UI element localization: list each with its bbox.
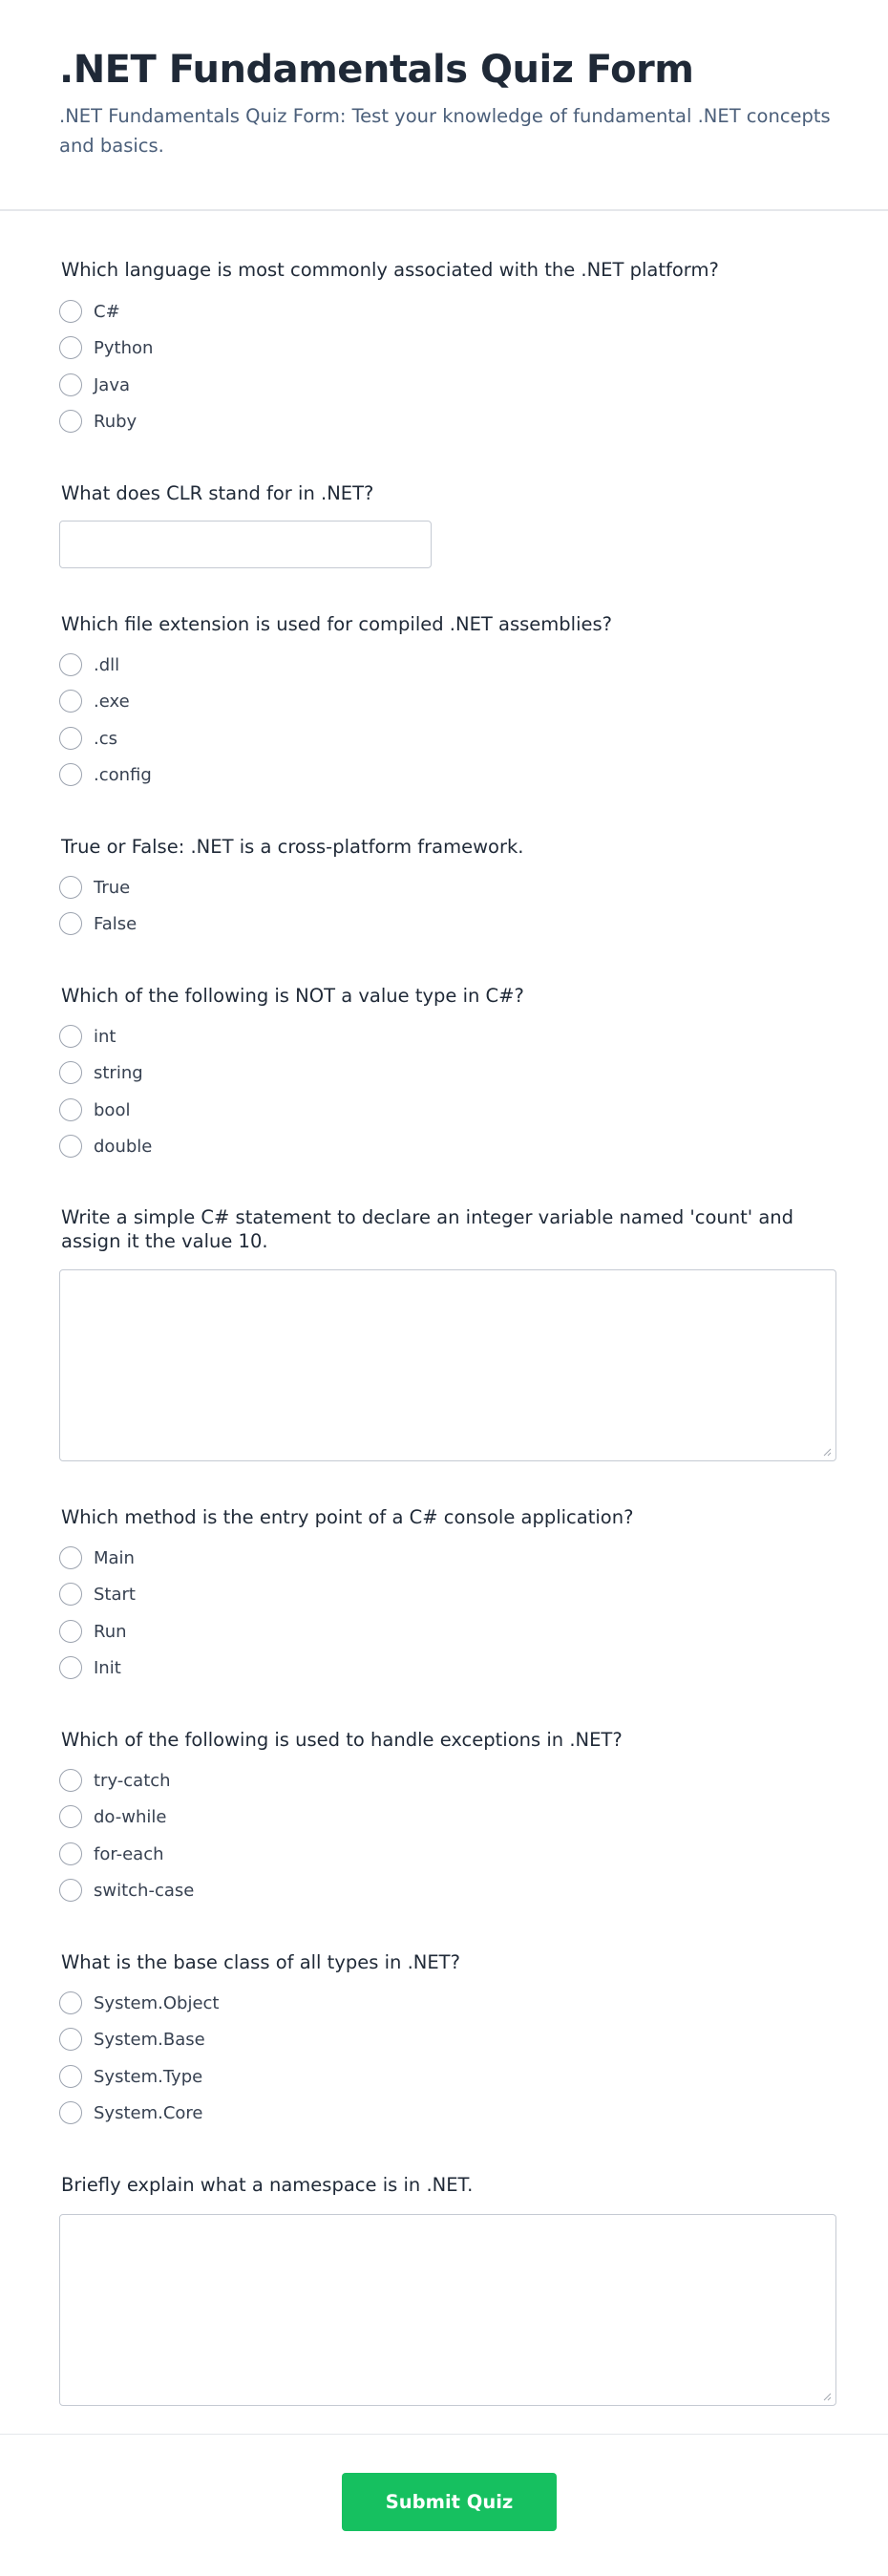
q9-option-system-type[interactable]: System.Type	[59, 2062, 202, 2091]
q1-option-csharp[interactable]: C#	[59, 297, 120, 326]
q8-option-do-while[interactable]: do-while	[59, 1802, 166, 1831]
q1-option-ruby[interactable]: Ruby	[59, 407, 137, 436]
question-2-label: What does CLR stand for in .NET?	[61, 482, 374, 504]
q1-option-java[interactable]: Java	[59, 371, 130, 399]
submit-quiz-button[interactable]: Submit Quiz	[342, 2473, 557, 2531]
question-10-label: Briefly explain what a namespace is in .NET.	[61, 2174, 474, 2196]
q3-option-config[interactable]: .config	[59, 760, 152, 789]
radio-button[interactable]	[59, 1991, 82, 2014]
q8-option-for-each[interactable]: for-each	[59, 1840, 164, 1868]
question-5-label: Which of the following is NOT a value type in C#?	[61, 985, 524, 1007]
q9-option-system-core[interactable]: System.Core	[59, 2098, 203, 2127]
page-title: .NET Fundamentals Quiz Form	[59, 48, 694, 92]
form-footer	[0, 2434, 888, 2576]
namespace-explanation-textarea[interactable]	[59, 2214, 836, 2406]
q8-option-switch-case[interactable]: switch-case	[59, 1876, 194, 1905]
radio-button[interactable]	[59, 1620, 82, 1643]
radio-button[interactable]	[59, 2101, 82, 2124]
question-9-label: What is the base class of all types in .NET?	[61, 1951, 460, 1973]
q3-option-exe[interactable]: .exe	[59, 687, 130, 715]
resize-grip-icon[interactable]	[822, 1447, 832, 1457]
radio-button[interactable]	[59, 1842, 82, 1865]
q3-option-dll[interactable]: .dll	[59, 650, 119, 679]
q9-option-system-object[interactable]: System.Object	[59, 1989, 219, 2017]
q9-option-system-base[interactable]: System.Base	[59, 2025, 205, 2054]
question-1-label: Which language is most commonly associated with the .NET platform?	[61, 259, 719, 281]
q5-option-int[interactable]: int	[59, 1022, 116, 1051]
radio-button[interactable]	[59, 690, 82, 713]
radio-button[interactable]	[59, 1135, 82, 1158]
resize-grip-icon[interactable]	[822, 2392, 832, 2401]
page-subtitle: .NET Fundamentals Quiz Form: Test your knowledge of fundamental .NET concepts and basics.	[59, 105, 831, 157]
q8-option-try-catch[interactable]: try-catch	[59, 1766, 171, 1795]
radio-button[interactable]	[59, 876, 82, 899]
question-6-label: Write a simple C# statement to declare an integer variable named 'count' and assign it the value 10.	[61, 1206, 794, 1252]
q4-option-true[interactable]: True	[59, 873, 130, 902]
q3-option-cs[interactable]: .cs	[59, 724, 117, 753]
radio-button[interactable]	[59, 763, 82, 786]
radio-button[interactable]	[59, 1061, 82, 1084]
q7-option-run[interactable]: Run	[59, 1617, 127, 1646]
q4-option-false[interactable]: False	[59, 909, 137, 938]
q5-option-double[interactable]: double	[59, 1132, 152, 1160]
question-7-label: Which method is the entry point of a C# console application?	[61, 1506, 634, 1528]
q7-option-main[interactable]: Main	[59, 1543, 135, 1572]
radio-button[interactable]	[59, 1098, 82, 1121]
radio-button[interactable]	[59, 1025, 82, 1048]
radio-button[interactable]	[59, 1879, 82, 1902]
q7-option-start[interactable]: Start	[59, 1580, 136, 1608]
radio-button[interactable]	[59, 1583, 82, 1606]
question-4-label: True or False: .NET is a cross-platform framework.	[61, 836, 524, 858]
count-statement-textarea[interactable]	[59, 1269, 836, 1461]
radio-button[interactable]	[59, 1805, 82, 1828]
radio-button[interactable]	[59, 653, 82, 676]
radio-button[interactable]	[59, 1656, 82, 1679]
radio-button[interactable]	[59, 410, 82, 433]
radio-button[interactable]	[59, 300, 82, 323]
radio-button[interactable]	[59, 2028, 82, 2051]
form-header	[0, 0, 888, 211]
question-3-label: Which file extension is used for compiled .NET assemblies?	[61, 613, 613, 635]
question-8-label: Which of the following is used to handle exceptions in .NET?	[61, 1729, 623, 1751]
radio-button[interactable]	[59, 1769, 82, 1792]
radio-button[interactable]	[59, 912, 82, 935]
radio-button[interactable]	[59, 2065, 82, 2088]
radio-button[interactable]	[59, 727, 82, 750]
q5-option-bool[interactable]: bool	[59, 1096, 130, 1124]
radio-button[interactable]	[59, 373, 82, 396]
clr-answer-input[interactable]	[59, 521, 432, 568]
q5-option-string[interactable]: string	[59, 1058, 143, 1087]
q1-option-python[interactable]: Python	[59, 333, 153, 362]
q7-option-init[interactable]: Init	[59, 1653, 121, 1682]
radio-button[interactable]	[59, 336, 82, 359]
radio-button[interactable]	[59, 1546, 82, 1569]
